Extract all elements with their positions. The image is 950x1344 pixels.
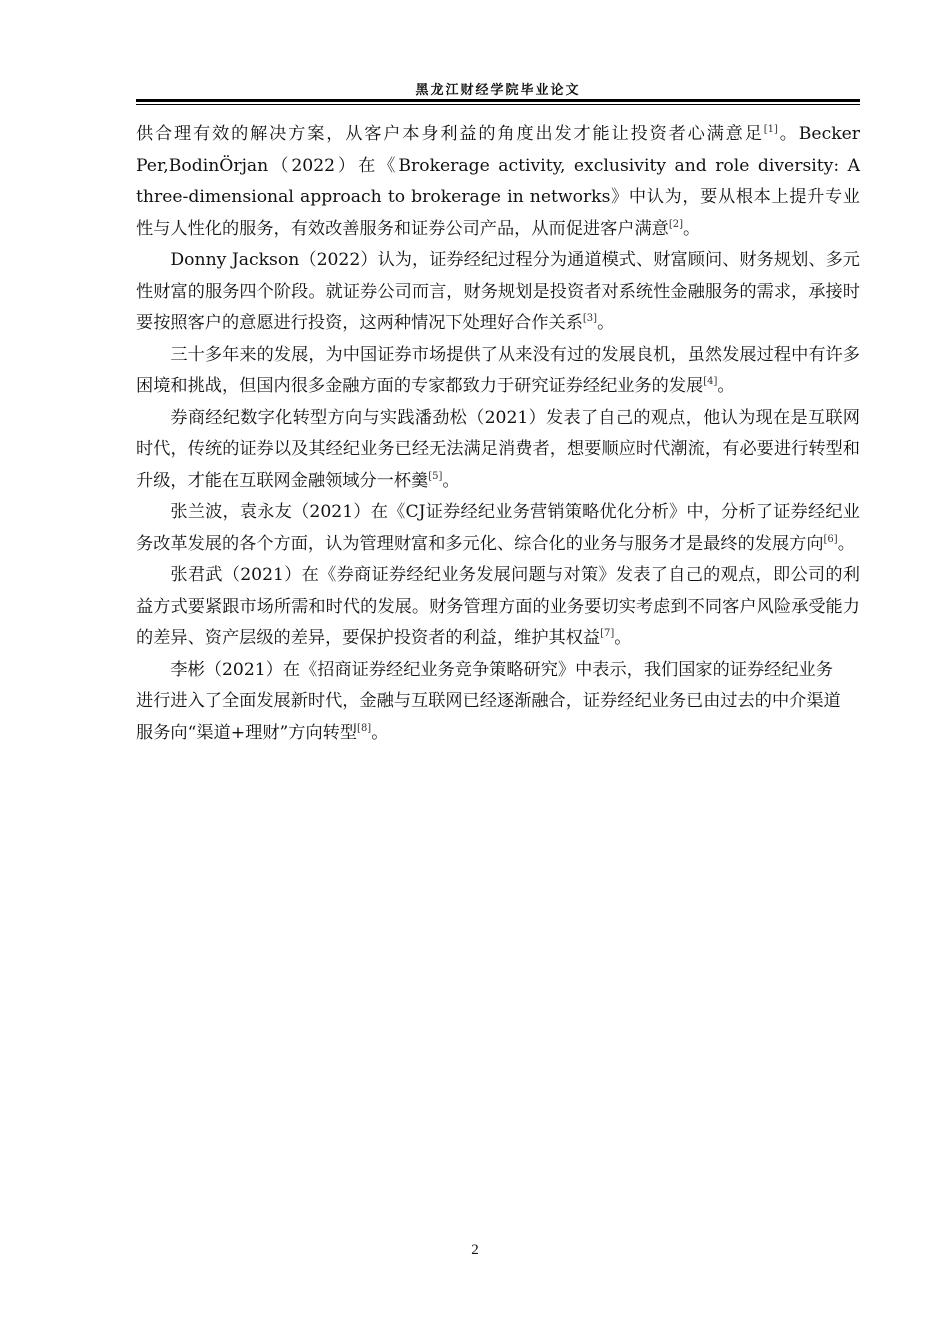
paragraph-text: 三十多年来的发展，为中国证券市场提供了从来没有过的发展良机，虽然发展过程中有许多困境和挑战，但国内很多金融方面的专家都致力于研究证券经纪业务的发展 [136,344,860,396]
paragraph-text: 张兰波，袁永友（2021）在《CJ证券经纪业务营销策略优化分析》中，分析了证券经纪业务改革发展的各个方面，认为管理财富和多元化、综合化的业务与服务才是最终的发展方向 [136,502,860,554]
paragraph-text: 。 [683,218,701,239]
paragraph-text: 供合理有效的解决方案，从客户本身利益的角度出发才能让投资者心满意足 [136,124,764,144]
paragraph-text: 券商经纪数字化转型方向与实践潘劲松（2021）发表了自己的观点，他认为现在是互联网时代，传统的证券以及其经纪业务已经无法满足消费者，想要顺应时代潮流，有必要进行转型和升级，才能在互联网金融领域分一杯羹 [136,407,860,491]
paragraph-4 [136,403,860,498]
paragraph-text: 。 [614,628,632,648]
citation-marker: [7] [600,628,615,639]
running-header: 黑龙江财经学院毕业论文 [415,83,581,98]
header-rule-thin [136,104,860,105]
paragraph-6 [136,560,860,655]
body-text [136,119,860,749]
paragraph-5 [136,497,860,560]
paragraph-7 [136,655,846,750]
citation-marker: [1] [763,124,778,135]
citation-marker: [2] [668,218,683,230]
header-rule-thick [136,99,860,102]
paragraph-text: 。 [837,533,855,554]
citation-marker: [4] [703,376,718,387]
paragraph-text: Donny Jackson（2022）认为，证券经纪过程分为通道模式、财富顾问、财务规划、多元性财富的服务四个阶段。就证券公司而言，财务规划是投资者对系统性金融服务的需求，承接时要按照客户的意愿进行投资，这两种情况下处理好合作关系 [136,250,860,333]
page-number: 2 [471,1242,479,1258]
paragraph-text: 。Becker Per,BodinÖrjan（2022）在《Brokerage activity, exclusivity and role diversity: A three-dimensional approach to brokerage in networks》中认为，要从根本上提升专业性与人性化的服务，有效改善服务和证券公司产品，从而促进客户满意 [136,124,860,239]
paragraph-text: 张君武（2021）在《券商证券经纪业务发展问题与对策》发表了自己的观点，即公司的利益方式要紧跟市场所需和时代的发展。财务管理方面的业务要切实考虑到不同客户风险承受能力的差异、资产层级的差异，要保护投资者的利益，维护其权益 [136,565,860,648]
paragraph-text: 李彬（2021）在《招商证券经纪业务竞争策略研究》中表示，我们国家的证券经纪业务进行进入了全面发展新时代，金融与互联网已经逐渐融合，证券经纪业务已由过去的中介渠道服务向“渠道+理财”方向转型 [136,659,841,743]
citation-marker: [8] [357,722,372,734]
citation-marker: [3] [582,313,598,324]
paragraph-text: 。 [442,470,460,491]
paragraph-text: 。 [597,313,615,333]
citation-marker: [5] [428,470,443,482]
paragraph-3 [136,340,860,403]
paragraph-text: 。 [371,722,389,743]
paragraph-text: 。 [717,376,735,396]
paragraph-2 [136,245,860,340]
citation-marker: [6] [823,533,838,545]
paragraph-1 [136,119,860,245]
